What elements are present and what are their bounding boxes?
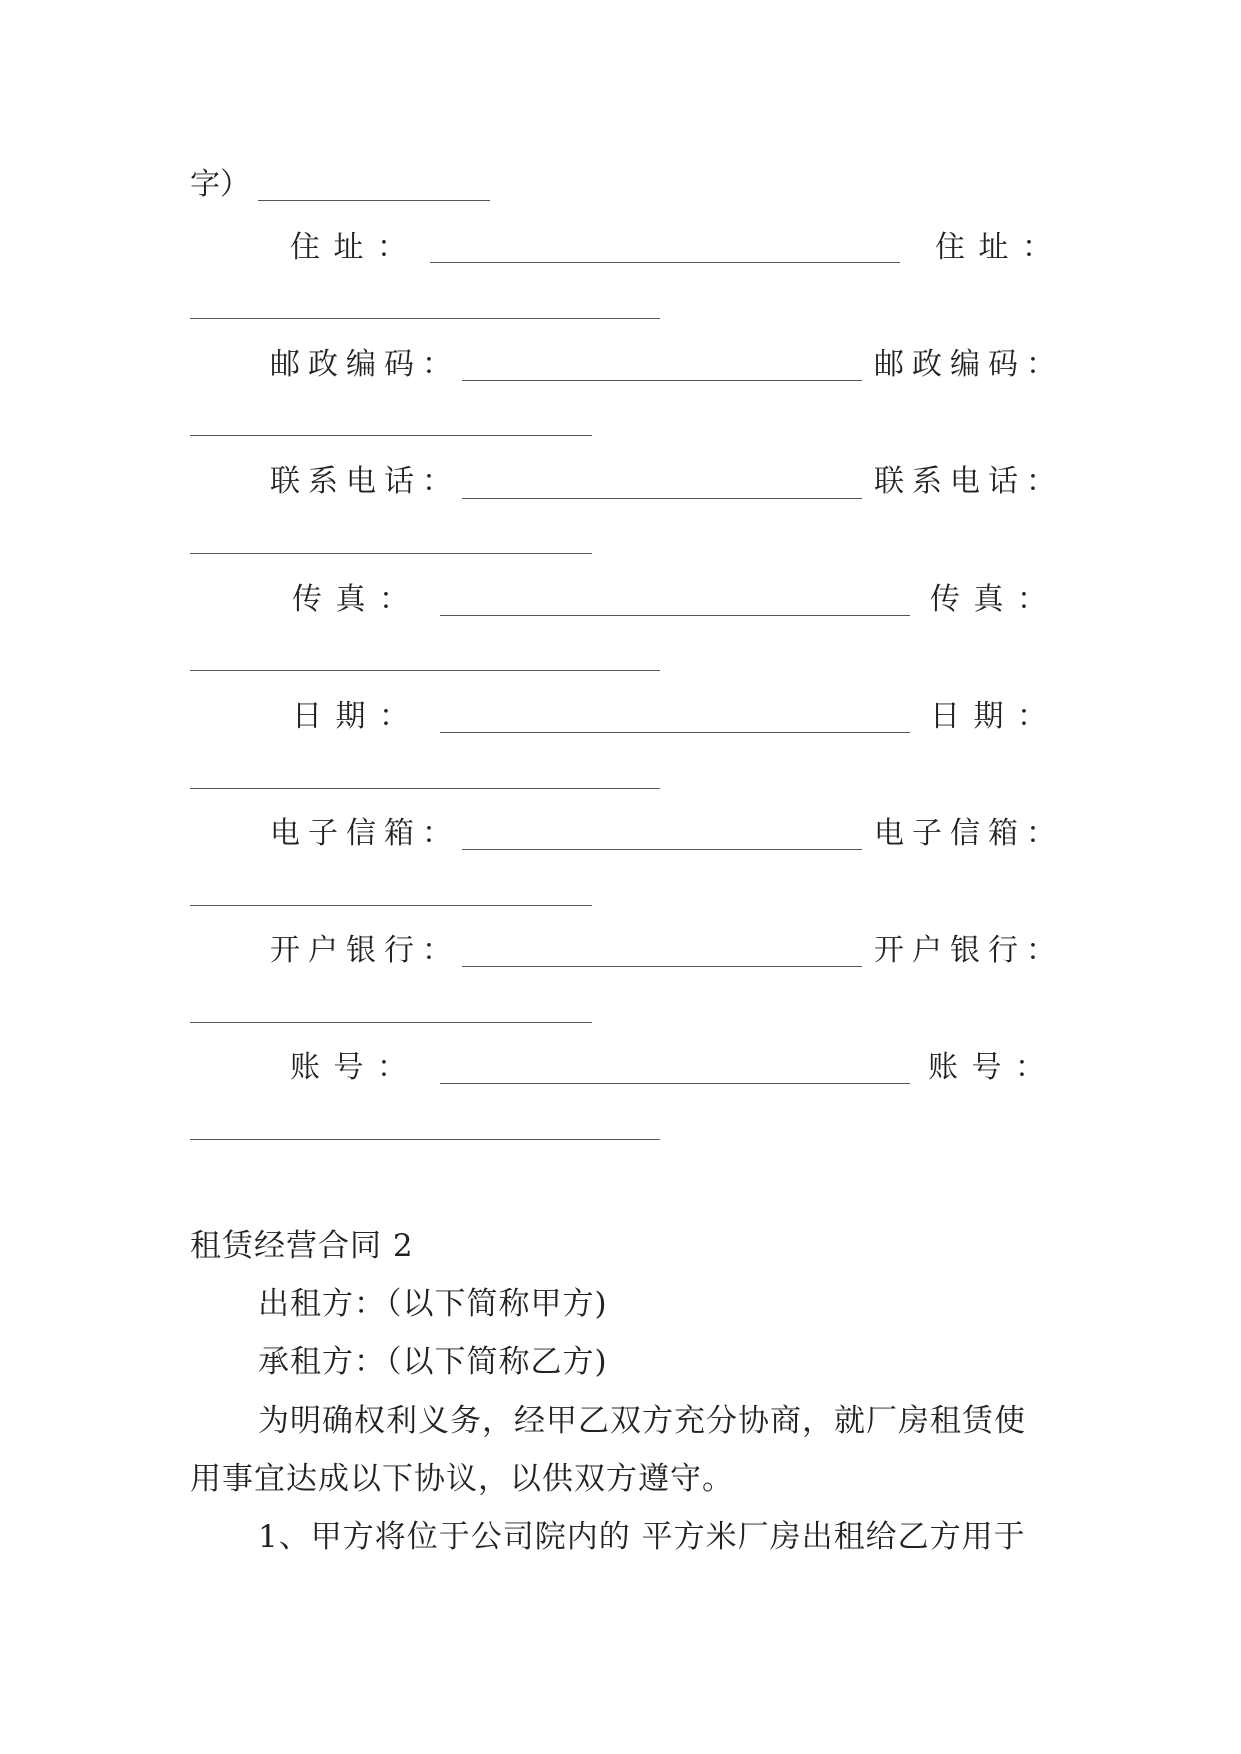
postcode-label-left: 邮政编码： [270, 347, 460, 382]
fax-blank-right [190, 670, 660, 671]
intro-paragraph-line-1: 为明确权利义务，经甲乙双方充分协商，就厂房租赁使 [258, 1403, 1026, 1439]
postcode-blank-left [462, 380, 862, 381]
fax-blank-left [440, 615, 910, 616]
lessor-line: 出租方：（以下简称甲方) [258, 1286, 608, 1322]
bank-label-left: 开户银行： [270, 933, 460, 968]
email-label-right: 电子信箱： [874, 816, 1064, 851]
bank-blank-right [190, 1022, 592, 1023]
address-label-left: 住址： [290, 230, 421, 265]
email-label-left: 电子信箱： [270, 816, 460, 851]
signature-blank [258, 200, 490, 201]
postcode-blank-right [190, 435, 592, 436]
fax-label-left: 传真： [292, 582, 423, 617]
account-blank-right [190, 1139, 660, 1140]
email-blank-left [462, 849, 862, 850]
signature-tail-text: 字） [190, 167, 250, 202]
contract-title: 租赁经营合同 2 [190, 1228, 414, 1264]
account-blank-left [440, 1083, 910, 1084]
bank-label-right: 开户银行： [874, 933, 1064, 968]
lessee-line: 承租方：（以下简称乙方) [258, 1344, 608, 1380]
date-label-right: 日期： [930, 699, 1061, 734]
date-blank-right [190, 788, 660, 789]
date-blank-left [440, 732, 910, 733]
phone-label-left: 联系电话： [270, 464, 460, 499]
account-label-left: 账号： [290, 1050, 421, 1085]
email-blank-right [190, 905, 592, 906]
phone-blank-left [462, 498, 862, 499]
account-label-right: 账号： [928, 1050, 1059, 1085]
postcode-label-right: 邮政编码： [874, 347, 1064, 382]
clause-1-line: 1、甲方将位于公司院内的 平方米厂房出租给乙方用于 [258, 1519, 1026, 1555]
phone-blank-right [190, 553, 592, 554]
bank-blank-left [462, 966, 862, 967]
address-label-right: 住址： [935, 230, 1066, 265]
phone-label-right: 联系电话： [874, 464, 1064, 499]
address-blank-left [430, 262, 900, 263]
intro-paragraph-line-2: 用事宜达成以下协议，以供双方遵守。 [190, 1461, 734, 1497]
address-blank-right [190, 318, 660, 319]
date-label-left: 日期： [292, 699, 423, 734]
fax-label-right: 传真： [930, 582, 1061, 617]
